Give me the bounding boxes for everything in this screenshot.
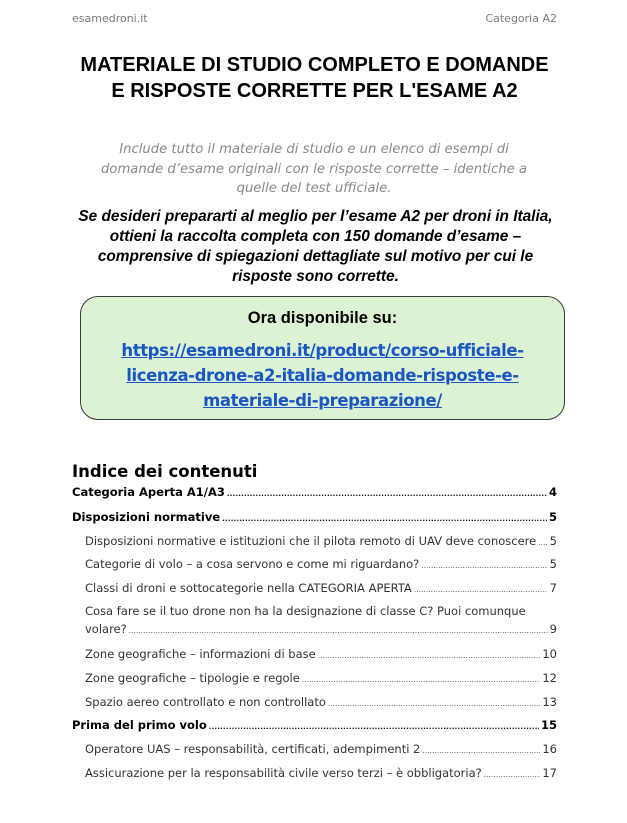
toc-entry-label: Assicurazione per la responsabilità civile verso terzi – è obbligatoria?: [85, 766, 482, 780]
toc-entry[interactable]: [85, 604, 557, 637]
toc-entry[interactable]: [72, 485, 557, 500]
promo-text: Se desideri prepararti al meglio per l’esame A2 per droni in Italia, ottieni la raccolta completa con 150 domande d’esame – comprensive di spiegazioni dettagliate sul motivo per cui le risposte sono corrette.: [78, 208, 553, 285]
toc-entry[interactable]: [85, 534, 557, 549]
toc-entry[interactable]: [72, 718, 557, 733]
toc-entry[interactable]: [85, 766, 557, 781]
toc-leader: [538, 537, 547, 549]
toc-leader: [318, 650, 541, 662]
toc-entry-page: 7: [549, 581, 557, 595]
toc-entry-page: 15: [540, 718, 557, 732]
toc-leader: [227, 488, 547, 500]
toc-entry-page: 10: [542, 647, 557, 661]
document-subtitle: Include tutto il materiale di studio e un elenco di esempi di domande d’esame originali con le risposte corrette – identiche a quelle del test ufficiale.: [101, 142, 527, 196]
toc-title: Indice dei contenuti: [72, 462, 258, 481]
toc-entry-label: Categoria Aperta A1/A3: [72, 485, 225, 499]
toc-entry-page: 16: [542, 742, 557, 756]
toc-entry[interactable]: [85, 671, 557, 686]
toc-entry[interactable]: [85, 695, 557, 710]
toc-entry-label: Categorie di volo – a cosa servono e come mi riguardano?: [85, 557, 420, 571]
toc-entry-page: 12: [542, 671, 557, 685]
category-label: Categoria A2: [485, 12, 557, 25]
toc-leader: [209, 721, 539, 733]
toc-entry-label: Zone geografiche – informazioni di base: [85, 647, 316, 661]
toc-entry-page: 9: [549, 622, 557, 636]
toc-leader: [302, 674, 541, 686]
toc-leader: [422, 745, 540, 757]
toc-entry-page: 13: [542, 695, 557, 709]
toc-entry-label: Disposizioni normative e istituzioni che il pilota remoto di UAV deve conoscere: [85, 534, 537, 548]
toc-entry-label: Classi di droni e sottocategorie nella CATEGORIA APERTA: [85, 581, 412, 595]
product-link[interactable]: https://esamedroni.it/product/corso-ufficiale-licenza-drone-a2-italia-domande-risposte-e-materiale-di-preparazione/: [121, 341, 524, 410]
toc-leader: [421, 560, 547, 572]
toc-entry[interactable]: [85, 581, 557, 596]
site-name: esamedroni.it: [72, 12, 148, 25]
toc-entry-page: 5: [549, 534, 557, 548]
toc-entry[interactable]: [85, 742, 557, 757]
toc-entry-label: Cosa fare se il tuo drone non ha la designazione di classe C? Puoi comunque: [85, 604, 526, 618]
availability-box: [80, 296, 565, 420]
toc-leader: [222, 513, 547, 525]
toc-entry[interactable]: [85, 647, 557, 662]
document-title: MATERIALE DI STUDIO COMPLETO E DOMANDE E RISPOSTE CORRETTE PER L'ESAME A2: [80, 54, 549, 102]
toc-entry[interactable]: [72, 510, 557, 525]
toc-entry-page: 5: [548, 510, 557, 524]
toc-entry-page: 17: [542, 766, 557, 780]
toc-leader: [129, 625, 548, 637]
toc-entry-label: Zone geografiche – tipologie e regole: [85, 671, 300, 685]
toc-entry-label: Prima del primo volo: [72, 718, 207, 732]
toc-entry-label: Operatore UAS – responsabilità, certificati, adempimenti 2: [85, 742, 421, 756]
toc-entry-label: Disposizioni normative: [72, 510, 221, 524]
toc-entry-page: 5: [549, 557, 557, 571]
toc-leader: [484, 769, 541, 781]
toc-leader: [414, 584, 548, 596]
page-header: [72, 12, 557, 25]
toc-leader: [328, 698, 540, 710]
toc-entry-label: Spazio aereo controllato e non controllato: [85, 695, 326, 709]
toc-entry[interactable]: [85, 557, 557, 572]
availability-label: Ora disponibile su:: [247, 309, 398, 327]
toc-entry-label-cont: volare?: [85, 622, 127, 636]
toc-entry-page: 4: [548, 485, 557, 499]
